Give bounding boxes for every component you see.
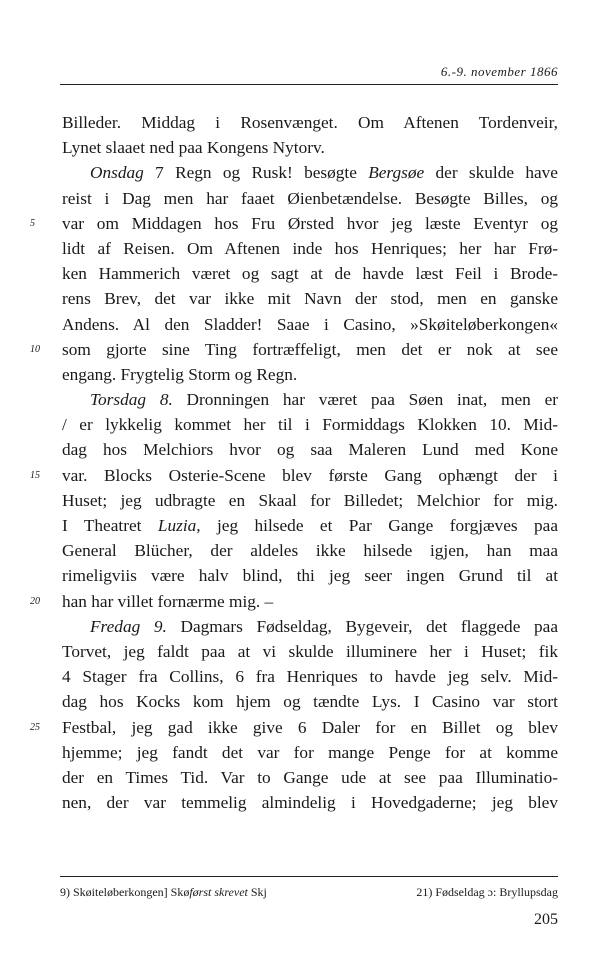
text-line: hjemme; jeg fandt det var for mange Penge for at komme — [62, 742, 558, 762]
line-number: 20 — [30, 595, 40, 607]
text-line: 4 Stager fra Collins, 6 fra Henriques to havde jeg selv. Mid- — [62, 667, 558, 687]
text-line: Lynet slaaet ned paa Kongens Nytorv. — [62, 138, 325, 158]
text-line: Onsdag 7 Regn og Rusk! besøgte Bergsøe der skulde have — [90, 163, 558, 183]
footnote-rule — [60, 876, 558, 877]
footnote-21: 21) Fødseldag ɔ: Bryllupsdag — [416, 885, 558, 899]
text-line: ken Hammerich været og sagt at de havde læst Feil i Brode- — [62, 264, 558, 284]
line-number: 10 — [30, 343, 40, 355]
text-line: 25 Festbal, jeg gad ikke give 6 Daler for en Billet og blev — [62, 715, 558, 740]
text-line: reist i Dag men har faaet Øienbetændelse. Besøgte Billes, og — [62, 188, 558, 208]
text-line: 5 var om Middagen hos Fru Ørsted hvor jeg læste Eventyr og — [62, 211, 558, 236]
text-line: 15 var. Blocks Osterie-Scene blev første Gang ophængt der i — [62, 463, 558, 488]
text-line: dag hos Kocks kom hjem og tændte Lys. I Casino var stort — [62, 692, 558, 712]
page-number: 205 — [534, 911, 558, 928]
text-line: engang. Frygtelig Storm og Regn. — [62, 364, 298, 384]
running-header: 6.-9. november 1866 — [440, 64, 558, 79]
text-line: / er lykkelig kommet her til i Formiddags Klokken 10. Mid- — [62, 415, 558, 435]
line-number: 5 — [30, 217, 35, 229]
text-line: dag hos Melchiors hvor og saa Maleren Lund med Kone — [62, 440, 558, 460]
text-line: Huset; jeg udbragte en Skaal for Billedet; Melchior for mig. — [62, 490, 558, 510]
text-line: Andens. Al den Sladder! Saae i Casino, »Skøiteløberkongen« — [62, 314, 558, 334]
text-line: Torsdag 8. Dronningen har været paa Søen inat, men er — [90, 390, 558, 410]
line-number: 25 — [30, 721, 40, 733]
main-text — [30, 110, 558, 815]
text-line: der en Times Tid. Var to Gange ude at see paa Illuminatio- — [62, 767, 558, 787]
text-line: nen, der var temmelig almindelig i Hovedgaderne; jeg blev — [62, 793, 558, 813]
text-line: I Theatret Luzia, jeg hilsede et Par Gange forgjæves paa — [62, 516, 558, 535]
text-line: 20 han har villet fornærme mig. – — [62, 589, 558, 614]
text-line: Billeder. Middag i Rosenvænget. Om Aftenen Tordenveir, — [62, 113, 558, 132]
header-rule — [60, 84, 558, 85]
line-number: 15 — [30, 469, 40, 481]
text-line: General Blücher, der aldeles ikke hilsede igjen, han maa — [62, 541, 558, 561]
text-line: lidt af Reisen. Om Aftenen inde hos Henriques; her har Frø- — [62, 238, 558, 258]
text-line: Torvet, jeg faldt paa at vi skulde illuminere her i Huset; fik — [62, 641, 558, 661]
text-line: rens Brev, det var ikke mit Navn der stod, men en ganske — [62, 289, 558, 309]
footnotes — [60, 885, 558, 900]
text-line: Fredag 9. Dagmars Fødseldag, Bygeveir, det flaggede paa — [90, 616, 558, 636]
footnote-9: 9) Skøiteløberkongen] Skøførst skrevet Skj — [60, 885, 267, 899]
text-line: rimeligviis være halv blind, thi jeg seer ingen Grund til at — [62, 566, 558, 586]
text-line: 10 som gjorte sine Ting fortræffeligt, men det er nok at see — [62, 337, 558, 362]
